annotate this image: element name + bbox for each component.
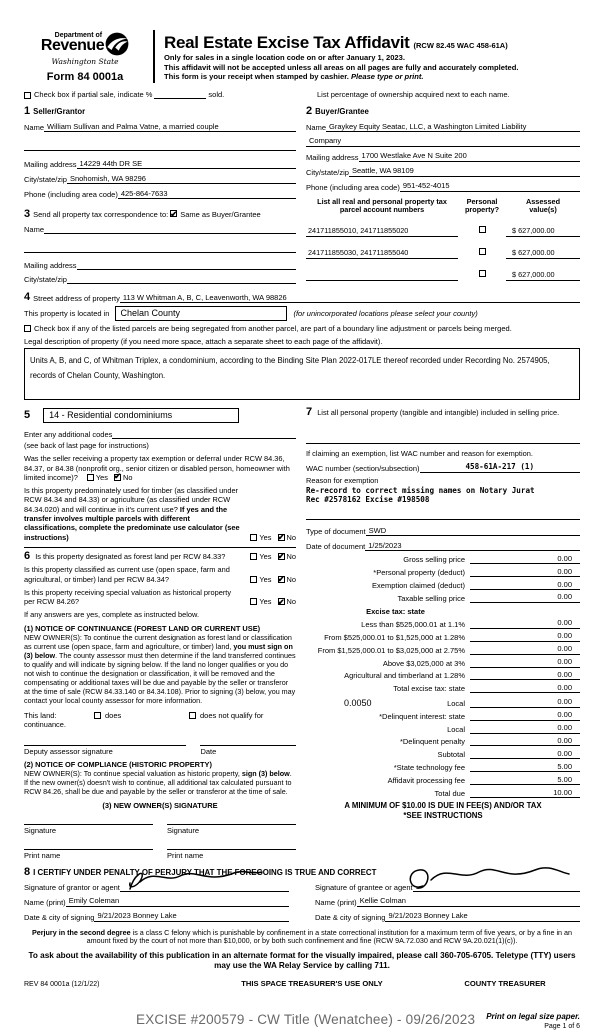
header-divider [153,30,155,83]
street-address-field[interactable]: 113 W Whitman A, B, C, Leavenworth, WA 98826 [120,293,580,304]
tax-line-delinq-interest: *Delinquent interest: state 0.00 [306,710,580,721]
grantee-signature-label: Signature of grantee or agent [315,882,413,892]
tax-line-agricultural: Agricultural and timberland at 1.28% 0.00 [306,670,580,681]
personal-property-list-field[interactable] [306,417,580,443]
corr-name-field-2[interactable] [24,243,296,253]
s7-divider-2 [306,519,580,520]
perjury-notice: Perjury in the second degree is a class C felony which is punishable by confinement in a state correctional institution for a maximum term of five years, or by a fine in an amount fixed by the court of not more than $10,000, or by both such confinement and fine (RCW 9A.72.030 and RCW 9A.20.021(1)(c)). [31,927,573,946]
legal-description-label: Legal description of property (if you need more space, attach a separate sheet to each page of the affidavit). [24,336,383,346]
exemption-reason-field[interactable]: Re-record to correct missing names on Notary Jurat Rec #2578162 Excise #198508 [306,485,535,505]
parcel-numbers-field[interactable]: 241711855030, 241711855040 [306,248,458,259]
s6-q3-yes-checkbox[interactable] [250,598,257,605]
tax-line-total-state: Total excise tax: state 0.00 [306,683,580,694]
corr-name-label: Name [24,225,45,234]
header-note-1: Only for sales in a single location code on or after January 1, 2023. [164,53,405,62]
s5-question-2: Is this property predominately used for timber (as classified under RCW 84.34 and 84.33) or agriculture (as classified under RCW 84.34.020) and will continue in it's current use? If yes and the transfer involves multiple parcels with different classifications, complete the predominate use calculator (see instructions) Yes ✔ No [24,486,296,542]
property-use-code-field[interactable]: 14 - Residential condominiums [43,408,239,423]
rcw-reference: (RCW 82.45 WAC 458-61A) [413,41,508,50]
notice-1-title: (1) NOTICE OF CONTINUANCE (FOREST LAND OR CURRENT USE) [24,623,261,633]
buyer-name-label: Name [306,123,327,132]
section-7-header: 7 List all personal property (tangible and intangible) included in selling price. [306,405,560,418]
tax-line-total-due: Total due 10.00 [306,788,580,799]
dept-of-label: Department of [54,32,103,39]
same-as-buyer-checkbox[interactable] [170,210,177,217]
rev-form-id: REV 84 0001a (12/1/22) [24,980,100,988]
page-title: Real Estate Excise Tax Affidavit [164,33,410,52]
county-treasurer-label: COUNTY TREASURER [464,978,546,988]
washington-state-label: Washington State [51,57,119,66]
s6-question-3: Is this property receiving special valuation as historical property per RCW 84.26? Yes ✔ No [24,588,296,607]
new-owner-signature-title: (3) NEW OWNER(S) SIGNATURE [102,801,218,811]
grantor-signature-field[interactable] [120,882,289,892]
s6-question-2: Is this property classified as current use (open space, farm and agricultural, or timber) land per RCW 84.34? Yes ✔ No [24,565,296,584]
minimum-due-note: A MINIMUM OF $10.00 IS DUE IN FEE(S) AND/OR TAX *SEE INSTRUCTIONS [344,801,542,820]
tax-line-delinq-penalty: *Delinquent penalty 0.00 [306,736,580,747]
notice-2-body: NEW OWNER(S): To continue special valuation as historic property, sign (3) below. If the new owner(s) doesn't wish to continue, all additional tax calculated pursuant to RCW 84.26, shall be due and payable by the seller or transferor at the time of sale. [24,768,292,796]
partial-sale-checkbox[interactable] [24,92,31,99]
certify-statement: I CERTIFY UNDER PENALTY OF PERJURY THAT THE FOREGOING IS TRUE AND CORRECT [33,868,377,878]
grantor-date-city-label: Date & city of signing [24,912,95,922]
seller-name-label: Name [24,123,45,132]
legal-description-field[interactable]: Units A, B, and C, of Whitman Triplex, a condominium, according to the Binding Site Plan 2022-017LE thereof recorded under Recording No. 2574905, records of Chelan County, Washington. [24,348,580,400]
buyer-phone-field[interactable]: 951-452-4015 [400,181,580,192]
s5-question-1: Was the seller receiving a property tax exemption or deferral under RCW 84.36, 84.37, or 84.38 (nonprofit org., senior citizen or disabled person, homeowner with limited income)? Yes ✔ No [24,454,296,482]
personal-property-checkbox[interactable] [479,248,486,255]
grantor-date-city-field[interactable]: 9/21/2023 Bonney Lake [94,911,289,922]
tax-line-subtotal: Subtotal 0.00 [306,749,580,760]
continuance-label: continuance. [24,719,66,729]
seller-mailing-label: Mailing address [24,160,77,169]
s6-q1-no-checkbox[interactable] [278,553,285,560]
personal-property-checkbox[interactable] [479,270,486,277]
corr-city-label: City/state/zip [24,275,67,284]
s6-q3-no-checkbox[interactable] [278,598,285,605]
s5-q1-yes-checkbox[interactable] [87,474,94,481]
s5-q1-no-checkbox[interactable] [114,474,121,481]
seller-phone-label: Phone (including area code) [24,190,118,199]
parcel-row [306,219,580,237]
local-rate-value: 0.0050 [344,697,372,708]
form-header [24,30,580,83]
doc-type-label: Type of document [306,527,366,537]
this-land-label: This land: [24,710,57,720]
notice-2-title: (2) NOTICE OF COMPLIANCE (HISTORIC PROPERTY) [24,759,212,769]
section-4-number: 4 [24,291,31,303]
tax-line-tier2: From $525,000.01 to $1,525,000 at 1.28% 0.00 [306,631,580,642]
section-divider [24,547,296,548]
doc-date-label: Date of document [306,542,366,552]
section-1-title: Seller/Grantor [33,107,86,116]
tax-line-local: 0.0050 Local 0.00 [306,697,580,708]
see-back-note: (see back of last page for instructions) [24,441,149,450]
section-3-number: 3 [24,208,31,220]
assessor-date-line[interactable]: Date [200,745,296,756]
section-8-number: 8 [24,866,31,879]
page-number: Page 1 of 6 [544,1022,580,1030]
seller-phone-field[interactable]: 425-864-7633 [118,189,296,200]
buyer-city-field[interactable]: Seattle, WA 98109 [349,166,580,177]
tax-line-tier3: From $1,525,000.01 to $3,025,000 at 2.75% 0.00 [306,644,580,655]
s7-divider [306,443,580,444]
street-address-label: Street address of property [33,294,120,303]
s5-q2-no-checkbox[interactable] [278,534,285,541]
grantor-print-name-field[interactable]: Emily Coleman [66,896,289,907]
agency-name: Revenue [40,37,105,54]
additional-codes-label: Enter any additional codes [24,430,113,439]
header-note-2: This affidavit will not be accepted unless all areas on all pages are fully and accurately completed. [164,62,519,72]
grantor-print-name-label: Name (print) [24,897,66,907]
form-number: Form 84 0001a [46,71,124,83]
buyer-name-field-2[interactable]: Company [306,136,580,147]
excise-tax-state-header: Excise tax: state [366,606,425,616]
corr-mailing-field[interactable] [77,261,296,271]
additional-codes-field[interactable] [112,430,296,440]
parcel-row [306,241,580,259]
buyer-phone-label: Phone (including area code) [306,182,400,192]
section-5-number: 5 [24,409,31,421]
grantee-print-name-label: Name (print) [315,897,357,907]
tax-line-tech-fee: *State technology fee 5.00 [306,762,580,773]
doc-date-field[interactable]: 1/25/2023 [365,541,580,552]
print-legal-note: Print on legal size paper. [486,1011,580,1021]
seller-city-field[interactable]: Snohomish, WA 98296 [67,174,296,185]
buyer-name-field[interactable]: Graykey Equity Seatac, LLC, a Washington Limited Liability [326,122,580,133]
tax-line-delinq-local: Local 0.00 [306,723,580,734]
seller-name-field[interactable]: William Sullivan and Palma Vatne, a married couple [44,122,296,133]
excise-stamp: EXCISE #200579 - CW Title (Wenatchee) - 09/26/2023 [136,1011,476,1027]
county-note: (for unincorporated locations please select your county) [293,308,478,318]
grantee-date-city-label: Date & city of signing [315,912,386,922]
ownership-percentage-note: List percentage of ownership acquired next to each name. [317,90,510,99]
grantee-signature-field[interactable] [413,882,580,892]
exemption-note: If claiming an exemption, list WAC number and reason for exemption. [306,448,533,458]
personal-property-checkbox[interactable] [479,226,486,233]
new-owner-signature-line-2[interactable]: Signature [167,824,296,835]
s6-q1-yes-checkbox[interactable] [250,553,257,560]
new-owner-print-name-line-2[interactable]: Print name [167,849,296,860]
assessed-value-field[interactable]: $ 627,000.00 [506,270,580,281]
segregated-checkbox[interactable] [24,325,31,332]
new-owner-print-name-line-1[interactable]: Print name [24,849,153,860]
seller-name-field-2[interactable] [24,141,296,151]
s5-q2-yes-checkbox[interactable] [250,534,257,541]
doc-type-field[interactable]: SWD [366,526,580,537]
treasurer-use-label: THIS SPACE TREASURER'S USE ONLY [241,978,383,988]
parcel-numbers-field[interactable]: 241711855010, 241711855020 [306,226,458,237]
buyer-mailing-label: Mailing address [306,152,359,162]
buyer-city-label: City/state/zip [306,167,349,177]
land-does-checkbox[interactable] [94,712,101,719]
s6-q2-yes-checkbox[interactable] [250,576,257,583]
tax-line-tier1: Less than $525,000.01 at 1.1% 0.00 [306,618,580,629]
corr-mailing-label: Mailing address [24,261,77,270]
same-as-buyer-label: Same as Buyer/Grantee [180,210,261,219]
revenue-logo-icon [105,32,129,56]
land-does-not-checkbox[interactable] [189,712,196,719]
grantee-date-city-field[interactable]: 9/21/2023 Bonney Lake [385,911,580,922]
grantor-signature-label: Signature of grantor or agent [24,882,120,892]
new-owner-signature-line-1[interactable]: Signature [24,824,153,835]
buyer-mailing-field[interactable]: 1700 Westlake Ave N Suite 200 [359,151,580,162]
tax-line-processing-fee: Affidavit processing fee 5.00 [306,775,580,786]
section-2-title: Buyer/Grantee [315,107,369,116]
wac-number-field[interactable]: 458-61A-217 (1) [420,462,580,473]
partial-sale-label: Check box if partial sale, indicate % [34,90,153,99]
parcel-numbers-field[interactable] [306,271,458,281]
assessed-value-field[interactable]: $ 627,000.00 [506,248,580,259]
alternate-format-notice: To ask about the availability of this publication in an alternate format for the visually impaired, please call 360-705-6705. Teletype (TTY) users may use the WA Relay Service by calling 711. [28,951,576,971]
parcel-row [306,263,580,281]
notice-1-body: NEW OWNER(S): To continue the current designation as forest land or classification as current use (open space, farm and agriculture, or timber) land, you must sign on (3) below. The county assessor must then determine if the land transferred continues to qualify and will indicate by signing below. If the land no longer qualifies or you do not wish to continue the designation or classification, it will be removed and the compensating or additional taxes will be due and payable by the seller or transferor at the time of sale (RCW 84.33.140 or 84.34.108). Prior to signing (3) below, you may contact your local county assessor for more information. [24,632,296,706]
parcel-table-header: List all real and personal property tax parcel account numbers Personal property? Assessed value(s) [317,196,561,215]
sold-label: sold. [208,90,225,99]
corr-city-field[interactable] [67,275,296,285]
tax-line-gross: Gross selling price 0.00 [306,554,580,565]
tax-line-exemption: Exemption claimed (deduct) 0.00 [306,580,580,591]
wac-number-label: WAC number (section/subsection) [306,463,420,473]
deputy-assessor-signature-line[interactable]: Deputy assessor signature [24,745,186,756]
tax-line-personal: *Personal property (deduct) 0.00 [306,567,580,578]
tax-line-taxable: Taxable selling price 0.00 [306,592,580,603]
s6-q2-no-checkbox[interactable] [278,576,285,583]
grantee-print-name-field[interactable]: Kellie Colman [357,896,580,907]
seller-city-label: City/state/zip [24,175,67,184]
section-3-label: Send all property tax correspondence to: [33,210,169,219]
seller-mailing-field[interactable]: 14229 44th DR SE [77,159,296,170]
located-in-label: This property is located in [24,308,110,318]
corr-name-field[interactable] [44,225,296,235]
s6-question-1: 6 Is this property designated as forest land per RCW 84.33? Yes ✔ No [24,552,296,561]
if-any-yes-note: If any answers are yes, complete as instructed below. [24,610,199,620]
county-select[interactable]: Chelan County [115,306,287,321]
header-note-3: This form is your receipt when stamped by cashier. Please type or print. [164,72,424,82]
revenue-logo-block [24,30,146,83]
this-land-row: This land: does does not qualify for [24,710,264,720]
assessed-value-field[interactable]: $ 627,000.00 [506,226,580,237]
reason-for-exemption-label: Reason for exemption [306,475,379,485]
segregated-label: Check box if any of the listed parcels are being segregated from another parcel, are part of a boundary line adjustment or parcels being merged. [34,324,512,333]
section-1-number: 1 [24,105,31,117]
section-2-number: 2 [306,105,313,117]
tax-line-tier4: Above $3,025,000 at 3% 0.00 [306,657,580,668]
